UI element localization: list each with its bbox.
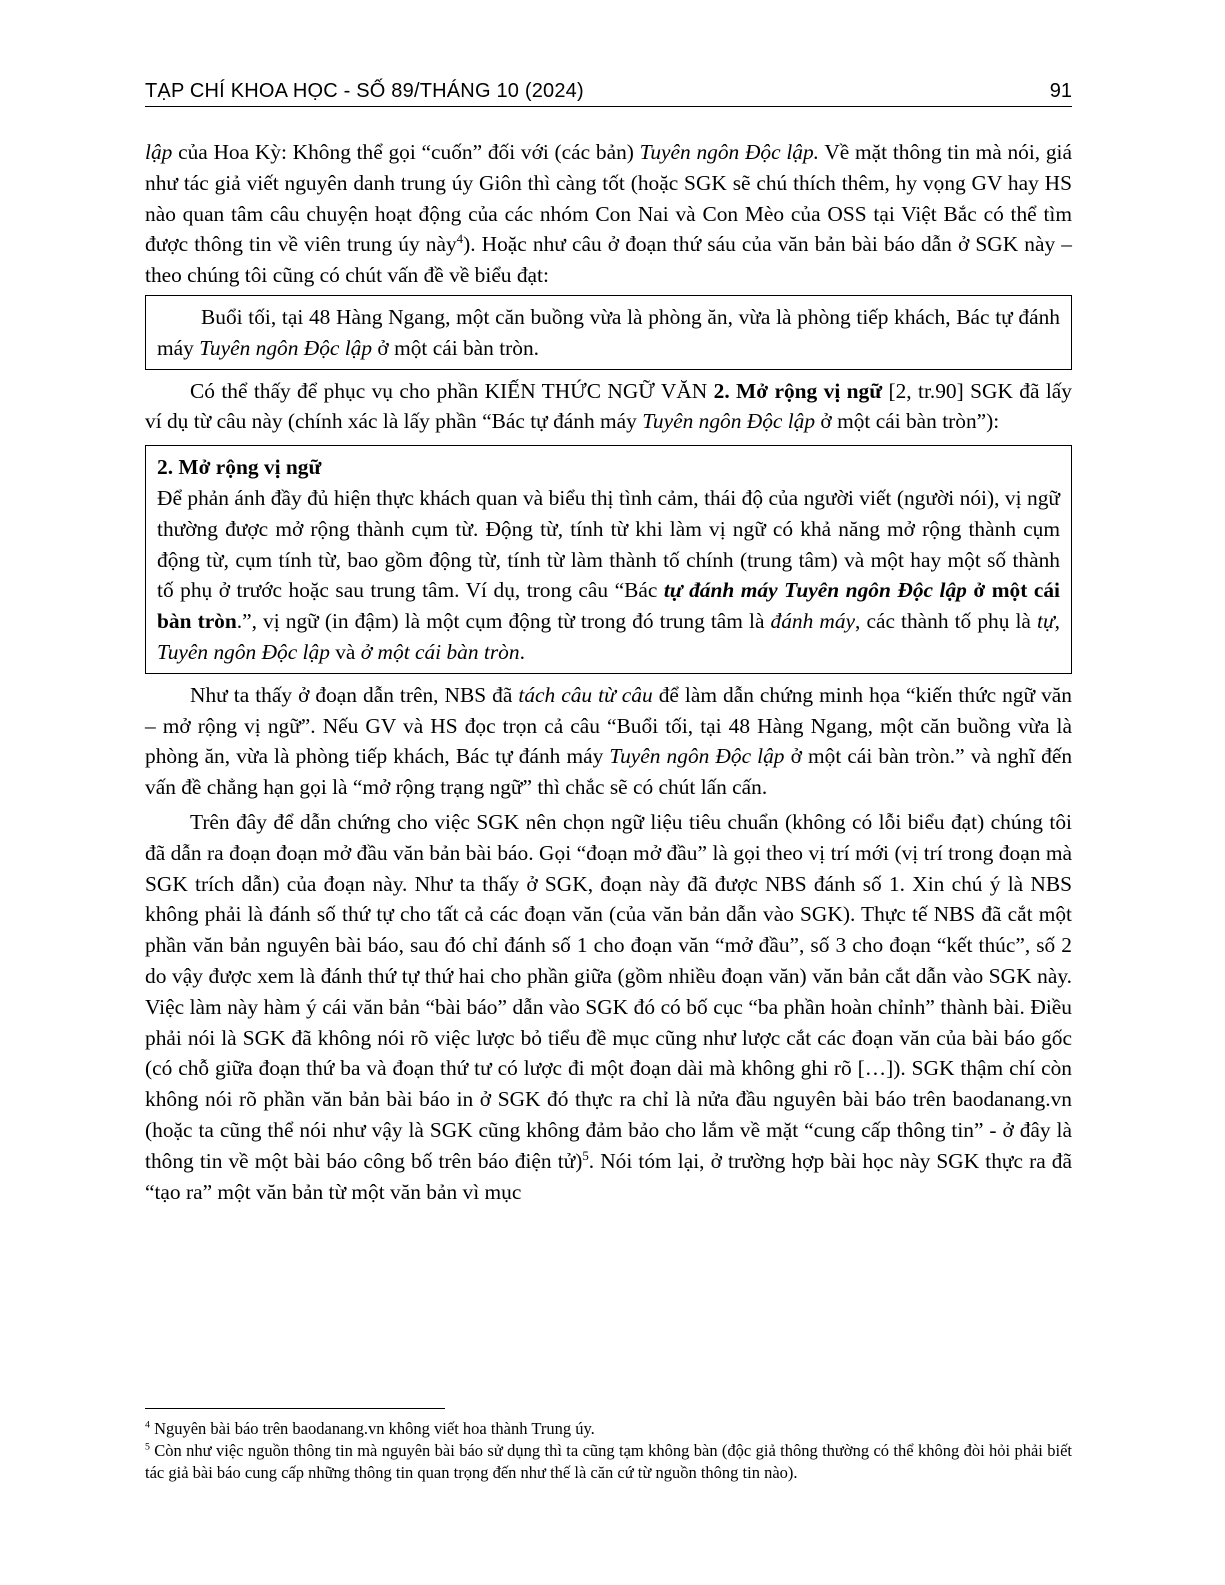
text: ở một cái bàn tròn”): <box>815 409 1000 434</box>
bold-text: ở một cái bàn tròn <box>157 578 1060 634</box>
quote-text <box>157 302 1060 364</box>
footnote-ref-4[interactable]: 4 <box>456 232 464 247</box>
text: ở một cái bàn tròn.” và nghĩ đến vấn đề chẳng hạn gọi là “mở rộng trạng ngữ” thì chắc sẽ có chút lấn cấn. <box>145 744 1073 800</box>
text: ở một cái bàn tròn. <box>372 335 540 360</box>
text: để làm dẫn chứng minh họa “kiến thức ngữ văn – mở rộng vị ngữ”. Nếu GV và HS đọc trọn cả câu “Buổi tối, tại 48 Hàng Ngang, một căn buồng vừa là phòng ăn, vừa là phòng tiếp khách, Bác tự đánh máy <box>145 682 1072 769</box>
text: và <box>329 639 361 664</box>
text: , <box>1054 609 1060 634</box>
footnote-4 <box>145 1418 1072 1440</box>
bold-italic-text: tự đánh máy Tuyên ngôn Độc lập <box>663 578 967 603</box>
footnote-5 <box>145 1440 1072 1484</box>
text: Buổi tối, tại 48 Hàng Ngang, một căn buồng vừa là phòng ăn, vừa là phòng tiếp khách, Bác tự đánh máy <box>157 304 1060 360</box>
italic-text: lập <box>145 140 173 164</box>
paragraph-1 <box>145 137 1072 291</box>
text: Trên đây để dẫn chứng cho việc SGK nên chọn ngữ liệu tiêu chuẩn (không có lỗi biểu đạt) chúng tôi đã dẫn ra đoạn đoạn mở đầu văn bản bài báo. Gọi “đoạn mở đầu” là gọi theo vị trí mới (vị trí trong đoạn mà SGK trích dẫn) của đoạn này. Như ta thấy ở SGK, đoạn này đã được NBS đánh số 1. Xin chú ý là NBS không phải là đánh số thứ tự cho tất cả các đoạn văn (của văn bản dẫn vào SGK). Thực tế NBS đã cắt một phần văn bản nguyên bài báo, sau đó chỉ đánh số 1 cho đoạn văn “mở đầu”, số 3 cho đoạn “kết thúc”, số 2 do vậy được xem là đánh thứ tự thứ hai cho phần giữa (gồm nhiều đoạn văn) văn bản cắt dẫn vào SGK này. Việc làm này hàm ý cái văn bản “bài báo” dẫn vào SGK đó có bố cục “ba phần hoàn chỉnh” thành bài. Điều phải nói là SGK đã không nói rõ việc lược bỏ tiểu đề mục cũng như lược cắt các đoạn văn của bài báo gốc (có chỗ giữa đoạn thứ ba và đoạn thứ tư có lược đi một đoạn dài mà không ghi rõ […]). SGK thậm chí còn không nói rõ phần văn bản bài báo in ở SGK đó thực ra chỉ là nửa đầu nguyên bài báo trên baodanang.vn (hoặc ta cũng thể nói như vậy là SGK cũng không đảm bảo cho lắm về mặt “cung cấp thông tin” - ở đây là thông tin về một bài báo công bố trên báo điện tử) <box>145 809 1072 1173</box>
paragraph-4 <box>145 807 1072 1207</box>
italic-text: Tuyên ngôn Độc lập. <box>639 140 820 164</box>
footnote-divider <box>145 1408 445 1409</box>
text: Có thể thấy để phục vụ cho phần KIẾN THỨC NGỮ VĂN <box>190 378 714 403</box>
quote-box-1 <box>145 295 1072 370</box>
text: . <box>519 639 525 664</box>
italic-text: tách câu từ câu <box>518 682 653 707</box>
italic-text: Tuyên ngôn Độc lập <box>642 409 816 434</box>
footnote-text: Còn như việc nguồn thông tin mà nguyên bài báo sử dụng thì ta cũng tạm không bàn (độc giả thông thường có thể không đòi hỏi phải biết tác giả bài báo cung cấp những thông tin quan trọng đến như thế là căn cứ từ nguồn thông tin nào). <box>145 1441 1072 1482</box>
text: Như ta thấy ở đoạn dẫn trên, NBS đã <box>190 682 519 707</box>
footnote-ref-5[interactable]: 5 <box>582 1148 589 1163</box>
running-header <box>145 78 1072 107</box>
text: của Hoa Kỳ: Không thể gọi “cuốn” đối với (các bản) <box>172 140 640 164</box>
quote-text <box>157 483 1060 668</box>
box-title: 2. Mở rộng vị ngữ <box>157 455 322 480</box>
footnote-text: Nguyên bài báo trên baodanang.vn không viết hoa thành Trung úy. <box>149 1419 595 1438</box>
italic-text: tự <box>1037 609 1055 634</box>
italic-text: ở một cái bàn tròn <box>360 639 520 664</box>
text: . Nói tóm lại, ở trường hợp bài học này SGK thực ra đã “tạo ra” một văn bản từ một văn bản vì mục <box>145 1148 1072 1204</box>
italic-text: Tuyên ngôn Độc lập <box>157 639 330 664</box>
text: .”, vị ngữ (in đậm) là một cụm động từ trong đó trung tâm là <box>236 609 771 634</box>
italic-text: Tuyên ngôn Độc lập <box>199 335 373 360</box>
footnotes <box>145 1418 1072 1484</box>
bold-text: 2. Mở rộng vị ngữ <box>713 378 883 403</box>
journal-title: TẠP CHÍ KHOA HỌC - SỐ 89/THÁNG 10 (2024) <box>145 80 584 102</box>
paragraph-3 <box>145 680 1072 803</box>
text: [2, tr.90] SGK đã lấy ví dụ từ câu này (chính xác là lấy phần “Bác tự đánh máy <box>145 378 1072 434</box>
footnote-mark: 4 <box>145 1419 150 1431</box>
article-body <box>145 137 1072 1207</box>
footnote-mark: 5 <box>145 1441 150 1453</box>
italic-text: đánh máy <box>770 609 856 634</box>
text: ). Hoặc như câu ở đoạn thứ sáu của văn bản bài báo dẫn ở SGK này – theo chúng tôi cũng có chút vấn đề về biểu đạt: <box>145 232 1072 288</box>
paragraph-2 <box>145 376 1072 438</box>
page-number: 91 <box>1049 80 1072 102</box>
italic-text: Tuyên ngôn Độc lập <box>609 744 785 769</box>
text: Để phản ánh đầy đủ hiện thực khách quan và biểu thị tình cảm, thái độ của người viết (người nói), vị ngữ thường được mở rộng thành cụm từ. Động từ, tính từ khi làm vị ngữ có khả năng mở rộng thành cụm động từ, cụm tính từ, bao gồm động từ, tính từ làm thành tố chính (trung tâm) và một hay một số thành tố phụ ở trước hoặc sau trung tâm. Ví dụ, trong câu “Bác <box>157 485 1060 603</box>
quote-box-2 <box>145 445 1072 674</box>
text: Về mặt thông tin mà nói, giá như tác giả viết nguyên danh trung úy Giôn thì càng tốt (hoặc SGK sẽ chú thích thêm, hy vọng GV hay HS nào quan tâm câu chuyện hoạt động của các nhóm Con Nai và Con Mèo của OSS tại Việt Bắc có thể tìm được thông tin về viên trung úy này <box>145 140 1072 257</box>
text: , các thành tố phụ là <box>855 609 1038 634</box>
